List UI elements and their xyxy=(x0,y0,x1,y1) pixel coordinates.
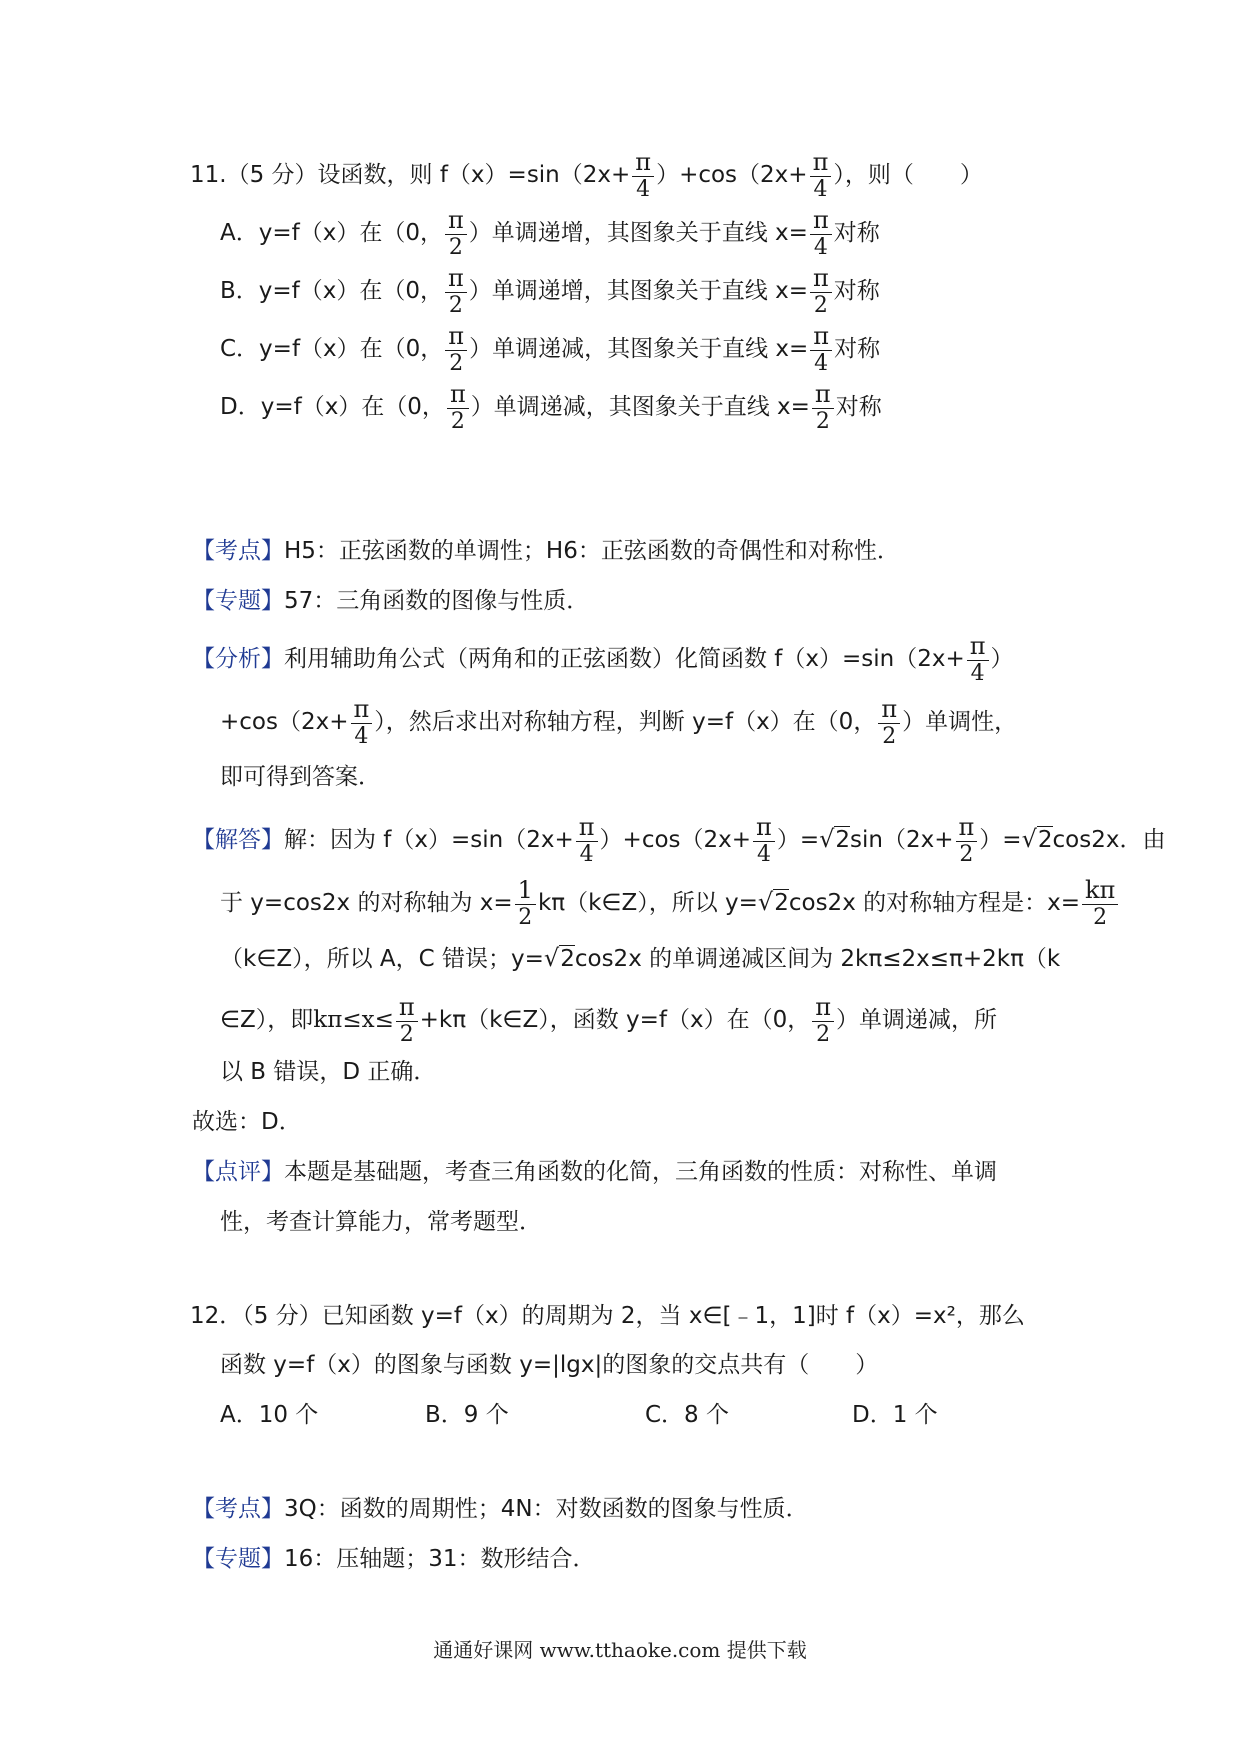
fenxi-text: ），然后求出对称轴方程，判断 y=f（x）在（0， xyxy=(374,709,877,735)
q11-dianping-line1 xyxy=(192,1155,997,1189)
q11-option-b xyxy=(220,266,880,317)
fenxi-text: ）单调性， xyxy=(902,709,1018,735)
jieda-text: ∈Z），即 xyxy=(220,1007,314,1033)
fraction: $\frac{1}{2}$ xyxy=(515,878,536,929)
fraction: $\frac{\pi}{2}$ xyxy=(447,382,469,433)
q11-answer xyxy=(192,1105,302,1139)
jieda-text: sin（2x+ xyxy=(850,827,954,853)
q11-kaodian xyxy=(192,534,900,568)
jieda-text: ）= xyxy=(979,827,1022,853)
option-text: 对称 xyxy=(833,278,880,304)
q12-options xyxy=(220,1398,938,1432)
q11-stem xyxy=(190,150,983,201)
jieda-text: kπ≤x≤ xyxy=(313,1007,394,1033)
jieda-text: 于 y=cos2x 的对称轴为 x= xyxy=(220,890,513,916)
q11-option-a xyxy=(220,208,880,259)
option-text: ）单调递增，其图象关于直线 x= xyxy=(468,278,808,304)
fraction: $\frac{\pi}{4}$ xyxy=(632,150,654,201)
option-text: ）单调递增，其图象关于直线 x= xyxy=(468,220,808,246)
fraction: $\frac{\pi}{2}$ xyxy=(810,266,832,317)
zhuanti-text: 16：压轴题；31：数形结合． xyxy=(284,1546,596,1572)
dianping-text: 性，考查计算能力，常考题型． xyxy=(220,1209,542,1235)
page-footer: 通通好课网 www.tthaoke.com 提供下载 xyxy=(433,1638,807,1662)
q12-stem-line1 xyxy=(190,1299,1025,1333)
option-text: 对称 xyxy=(835,394,882,420)
sqrt-symbol: √2 xyxy=(757,888,789,916)
jieda-text: 解：因为 f（x）=sin（2x+ xyxy=(284,827,574,853)
q11-fenxi-line1 xyxy=(192,634,1014,685)
option-text: 对称 xyxy=(833,220,880,246)
fraction: $\frac{k\pi}{2}$ xyxy=(1082,878,1118,929)
fraction: $\frac{\pi}{2}$ xyxy=(396,995,418,1046)
fenxi-tag: 【分析】 xyxy=(192,646,284,672)
option-text: C．y=f（x）在（0， xyxy=(220,336,444,362)
q12-option-c: C．8 个 xyxy=(645,1402,730,1428)
fraction: $\frac{\pi}{4}$ xyxy=(576,815,598,866)
fraction: $\frac{\pi}{2}$ xyxy=(445,266,467,317)
fraction: $\frac{\pi}{4}$ xyxy=(810,324,832,375)
zhuanti-tag: 【专题】 xyxy=(192,1546,284,1572)
q12-option-a: A．10 个 xyxy=(220,1402,319,1428)
fenxi-text: ） xyxy=(990,646,1014,672)
jieda-text: cos2x．由 xyxy=(1052,827,1166,853)
fraction: $\frac{\pi}{4}$ xyxy=(810,208,832,259)
sqrt-symbol: √2 xyxy=(1021,825,1053,853)
fenxi-text: 即可得到答案． xyxy=(220,764,381,790)
q12-zhuanti xyxy=(192,1542,596,1576)
q11-zhuanti xyxy=(192,584,589,618)
q11-stem-part: ）+cos（2x+ xyxy=(656,162,808,188)
q12-stem-text: 函数 y=f（x）的图象与函数 y=|lgx|的图象的交点共有（ ） xyxy=(220,1352,879,1378)
jieda-text: ）单调递减，所 xyxy=(836,1007,998,1033)
q11-jieda-line4 xyxy=(220,995,997,1046)
q12-kaodian xyxy=(192,1492,809,1526)
option-text: ）单调递减，其图象关于直线 x= xyxy=(469,336,809,362)
fenxi-text: 利用辅助角公式（两角和的正弦函数）化简函数 f（x）=sin（2x+ xyxy=(284,646,965,672)
jieda-text: cos2x 的单调递减区间为 2kπ≤2x≤π+2kπ（k xyxy=(574,946,1061,972)
fraction: $\frac{\pi}{2}$ xyxy=(812,382,834,433)
option-text: ）单调递减，其图象关于直线 x= xyxy=(470,394,810,420)
option-text: 对称 xyxy=(834,336,881,362)
q12-stem-text: 12．（5 分）已知函数 y=f（x）的周期为 2，当 x∈[﹣1，1]时 f（x）=x²，那么 xyxy=(190,1303,1025,1329)
dianping-text: 本题是基础题，考查三角函数的化简，三角函数的性质：对称性、单调 xyxy=(284,1159,997,1185)
kaodian-tag: 【考点】 xyxy=(192,538,284,564)
q11-jieda-line1 xyxy=(192,815,1165,866)
fraction: $\frac{\pi}{2}$ xyxy=(812,995,834,1046)
fraction: $\frac{\pi}{2}$ xyxy=(445,208,467,259)
kaodian-tag: 【考点】 xyxy=(192,1496,284,1522)
kaodian-text: H5：正弦函数的单调性；H6：正弦函数的奇偶性和对称性． xyxy=(284,538,900,564)
option-text: D．y=f（x）在（0， xyxy=(220,394,445,420)
fraction: $\frac{\pi}{2}$ xyxy=(956,815,978,866)
sqrt-symbol: √2 xyxy=(543,944,575,972)
fraction: $\frac{\pi}{4}$ xyxy=(351,697,373,748)
q11-option-c xyxy=(220,324,880,375)
option-text: B．y=f（x）在（0， xyxy=(220,278,444,304)
jieda-text: cos2x 的对称轴方程是：x= xyxy=(788,890,1080,916)
jieda-text: 以 B 错误，D 正确． xyxy=(220,1059,437,1085)
fraction: $\frac{\pi}{4}$ xyxy=(810,150,832,201)
jieda-text: +kπ（k∈Z），函数 y=f（x）在（0， xyxy=(419,1007,811,1033)
jieda-tag: 【解答】 xyxy=(192,827,284,853)
jieda-text: kπ（k∈Z），所以 y= xyxy=(537,890,758,916)
q11-stem-part: 11.（5 分）设函数，则 f（x）=sin（2x+ xyxy=(190,162,631,188)
sqrt-symbol: √2 xyxy=(819,825,851,853)
kaodian-text: 3Q：函数的周期性；4N：对数函数的图象与性质． xyxy=(284,1496,809,1522)
jieda-text: ）= xyxy=(776,827,820,853)
q12-option-b: B．9 个 xyxy=(425,1402,509,1428)
q11-stem-part: ），则（ ） xyxy=(833,162,983,188)
q12-option-d: D．1 个 xyxy=(852,1402,938,1428)
q11-jieda-line2 xyxy=(220,878,1120,929)
fraction: $\frac{\pi}{2}$ xyxy=(445,324,467,375)
q11-jieda-line3 xyxy=(220,941,1060,976)
fraction: $\frac{\pi}{4}$ xyxy=(753,815,775,866)
option-text: A．y=f（x）在（0， xyxy=(220,220,443,246)
zhuanti-text: 57：三角函数的图像与性质． xyxy=(284,588,590,614)
fraction: $\frac{\pi}{2}$ xyxy=(878,697,900,748)
q11-dianping-line2 xyxy=(220,1205,542,1239)
fraction: $\frac{\pi}{4}$ xyxy=(967,634,989,685)
dianping-tag: 【点评】 xyxy=(192,1159,284,1185)
q11-fenxi-line3 xyxy=(220,760,381,794)
q11-option-d xyxy=(220,382,882,433)
answer-text: 故选：D． xyxy=(192,1109,302,1135)
jieda-text: ）+cos（2x+ xyxy=(599,827,752,853)
q11-fenxi-line2 xyxy=(220,697,1017,748)
q12-stem-line2 xyxy=(220,1348,878,1382)
q11-jieda-line5 xyxy=(220,1055,436,1089)
jieda-text: （k∈Z），所以 A，C 错误；y= xyxy=(220,946,544,972)
zhuanti-tag: 【专题】 xyxy=(192,588,284,614)
fenxi-text: +cos（2x+ xyxy=(220,709,349,735)
